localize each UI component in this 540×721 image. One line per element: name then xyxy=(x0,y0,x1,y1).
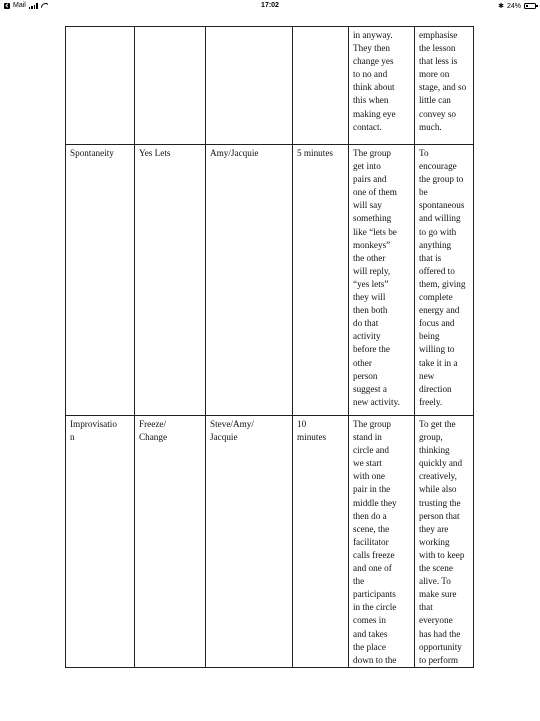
cell-activity: Spontaneity xyxy=(66,145,135,416)
cell-activity: Improvisatio n xyxy=(66,416,135,668)
battery-percent: 24% xyxy=(506,2,521,10)
cell-duration xyxy=(293,27,349,145)
cell-leader xyxy=(206,27,293,145)
cell-exercise: Freeze/ Change xyxy=(135,416,206,668)
table-row xyxy=(66,416,474,668)
cell-exercise xyxy=(135,27,206,145)
cell-exercise: Yes Lets xyxy=(135,145,206,416)
cell-purpose: To get the group, thinking quickly and creatively, while also trusting the person that they are working with to keep the scene alive. To make sure that everyone has had the opportunity to perform xyxy=(415,416,474,668)
table-row xyxy=(66,145,474,416)
cell-purpose: To encourage the group to be spontaneous and willing to go with anything that is offered to them, giving complete energy and focus and being willing to take it in a new direction freely. xyxy=(415,145,474,416)
session-plan-table xyxy=(65,26,474,668)
cell-activity xyxy=(66,27,135,145)
status-right xyxy=(498,2,536,10)
status-time: 17:02 xyxy=(261,2,279,9)
bluetooth-icon: ✱ xyxy=(498,3,504,10)
battery-fill xyxy=(526,5,528,7)
status-bar xyxy=(0,0,540,14)
battery-icon xyxy=(524,3,536,9)
cell-purpose: emphasise the lesson that less is more on stage, and so little can convey so much. xyxy=(415,27,474,145)
cell-leader: Amy/Jacquie xyxy=(206,145,293,416)
cell-description: The group stand in circle and we start with one pair in the middle they then do a scene, the facilitator calls freeze and one of the participants in the circle comes in and takes the place down to the xyxy=(349,416,415,668)
cell-leader: Steve/Amy/ Jacquie xyxy=(206,416,293,668)
back-app-label[interactable]: Mail xyxy=(13,2,26,9)
table-row xyxy=(66,27,474,145)
cell-duration: 5 minutes xyxy=(293,145,349,416)
cell-description: The group get into pairs and one of them will say something like “lets be monkeys” the other will reply, “yes lets” they will then both do that activity before the other person suggest a new activity. xyxy=(349,145,415,416)
cell-duration: 10 minutes xyxy=(293,416,349,668)
cell-description: in anyway. They then change yes to no and think about this when making eye contact. xyxy=(349,27,415,145)
